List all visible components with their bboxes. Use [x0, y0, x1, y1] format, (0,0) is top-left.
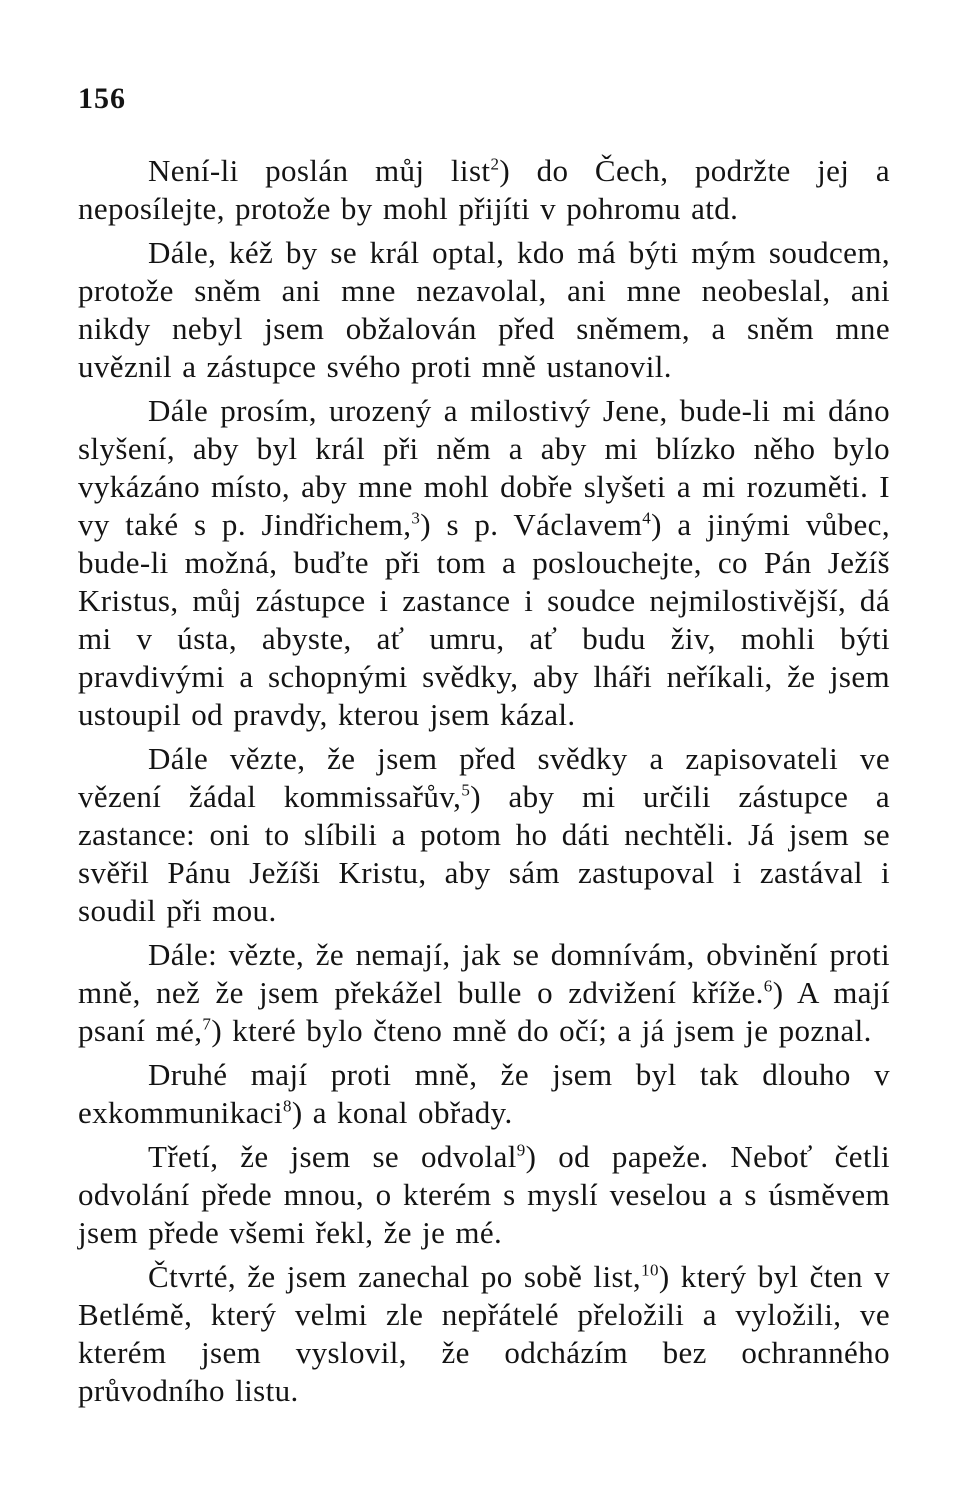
- text-run: ) a jinými vůbec, bude-li možná, buďte při tom a poslouchejte, co Pán Ježíš Kristus, můj zástupce i zastance i soudce nejmilostivější, dá mi v ústa, abyste, ať umru, ať budu živ, mohli býti pravdivými a schopnými svědky, aby lháři neříkali, že jsem ustoupil od pravdy, kterou jsem kázal.: [78, 507, 890, 732]
- text-run: Dále: vězte, že nemají, jak se domnívám, obvinění proti mně, než že jsem překážel bulle o zdvižení kříže.: [78, 937, 890, 1010]
- text-run: Druhé mají proti mně, že jsem byl tak dlouho v exkommunikaci: [78, 1057, 890, 1130]
- footnote-marker: 7: [202, 1014, 212, 1034]
- footnote-marker: 3: [411, 508, 421, 528]
- text-run: ) aby mi určili zástupce a zastance: oni to slíbili a potom ho dáti nechtěli. Já jsem se svěřil Pánu Ježíši Kristu, aby sám zastupoval i zastával i soudil při mou.: [78, 779, 890, 928]
- body-text: [78, 152, 890, 1410]
- text-run: ) od papeže. Neboť četli odvolání přede mnou, o kterém s myslí veselou a s úsměvem jsem přede všemi řekl, že je mé.: [78, 1139, 890, 1250]
- footnote-marker: 8: [282, 1096, 292, 1116]
- text-run: Není-li poslán můj list: [148, 153, 491, 188]
- text-run: ) do Čech, podržte jej a neposílejte, protože by mohl přijíti v pohromu atd.: [78, 153, 890, 226]
- paragraph: [78, 234, 890, 386]
- page-number: 156: [78, 82, 126, 115]
- text-run: Dále vězte, že jsem před svědky a zapisovateli ve vězení žádal kommissařův,: [78, 741, 890, 814]
- paragraph: [78, 392, 890, 734]
- footnote-marker: 10: [641, 1260, 659, 1280]
- text-run: ) které bylo čteno mně do očí; a já jsem je poznal.: [211, 1013, 872, 1048]
- text-run: ) a konal obřady.: [291, 1095, 513, 1130]
- text-run: Dále prosím, urozený a milostivý Jene, bude-li mi dáno slyšení, aby byl král při něm a aby mi blízko něho bylo vykázáno místo, aby mne mohl dobře slyšeti a mi rozuměti. I vy také s p. Jindřichem,: [78, 393, 890, 542]
- footnote-marker: 6: [763, 976, 773, 996]
- paragraph: [78, 152, 890, 228]
- footnote-marker: 4: [642, 508, 652, 528]
- text-run: Čtvrté, že jsem zanechal po sobě list,: [148, 1259, 642, 1294]
- text-run: ) A mají psaní mé,: [78, 975, 890, 1048]
- paragraph: [78, 936, 890, 1050]
- text-run: Dále, kéž by se král optal, kdo má býti mým soudcem, protože sněm ani mne nezavolal, ani mne neobeslal, ani nikdy nebyl jsem obžalován před sněmem, a sněm mne uvěznil a zástupce svého proti mně ustanovil.: [78, 235, 890, 384]
- footnote-marker: 2: [490, 154, 500, 174]
- paragraph: [78, 1056, 890, 1132]
- footnote-marker: 5: [461, 780, 471, 800]
- paragraph: [78, 740, 890, 930]
- text-run: ) s p. Václavem: [420, 507, 643, 542]
- paragraph: [78, 1258, 890, 1410]
- text-run: ) který byl čten v Betlémě, který velmi zle nepřátelé přeložili a vyložili, ve kterém jsem vyslovil, že odcházím bez ochranného průvodního listu.: [78, 1259, 891, 1408]
- paragraph: [78, 1138, 890, 1252]
- footnote-marker: 9: [516, 1140, 526, 1160]
- text-run: Třetí, že jsem se odvolal: [148, 1139, 517, 1174]
